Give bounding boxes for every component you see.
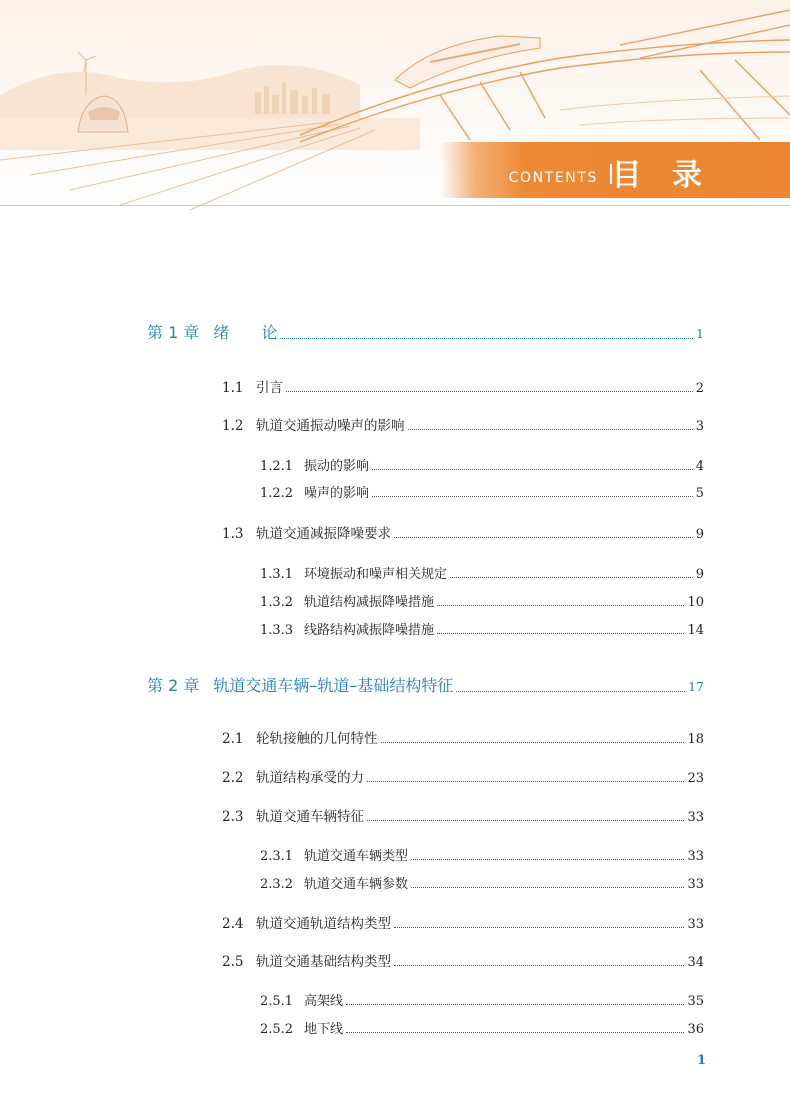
subsection-number: 1.3.1 [260, 567, 294, 582]
section-title: 轨道交通车辆特征 [256, 809, 364, 825]
dot-leader [411, 886, 684, 888]
page-ref: 33 [687, 877, 704, 892]
dot-leader [346, 1003, 684, 1005]
subsection-number: 1.2.2 [260, 486, 294, 501]
dot-leader [367, 819, 684, 821]
subsection-number: 2.3.2 [260, 877, 294, 892]
contents-title: 目 录 [611, 158, 712, 193]
toc-subsection-1-3-3[interactable] [260, 619, 704, 638]
toc-chapter-1[interactable] [147, 320, 704, 343]
chapter-title: 轨道交通车辆–轨道–基础结构特征 [213, 676, 454, 695]
subsection-title: 线路结构减振降噪措施 [304, 623, 435, 638]
page-ref: 18 [687, 732, 704, 747]
chapter-label: 第 2 章 [147, 676, 200, 695]
page-ref: 23 [687, 771, 704, 786]
page-ref: 9 [695, 527, 704, 542]
section-title: 轨道交通振动噪声的影响 [256, 418, 405, 434]
section-number: 2.3 [222, 809, 244, 825]
section-number: 2.5 [222, 954, 244, 970]
section-number: 2.2 [222, 770, 244, 786]
section-number: 1.3 [222, 526, 244, 542]
subsection-title: 环境振动和噪声相关规定 [304, 567, 448, 582]
page-ref: 9 [695, 567, 704, 582]
contents-label-en: CONTENTS [508, 170, 598, 186]
subsection-title: 轨道结构减振降噪措施 [304, 595, 435, 610]
section-title: 轨道结构承受的力 [256, 770, 364, 786]
subsection-number: 1.3.3 [260, 623, 294, 638]
dot-leader [437, 632, 684, 634]
dot-leader [280, 337, 693, 339]
page-ref: 14 [687, 623, 704, 638]
dot-leader [394, 926, 684, 928]
dot-leader [372, 468, 693, 470]
page-ref: 10 [687, 595, 704, 610]
dot-leader [456, 690, 685, 692]
toc-subsection-2-3-2[interactable] [260, 873, 704, 892]
dot-leader [411, 858, 684, 860]
dot-leader [408, 428, 693, 430]
toc-section-2-3[interactable] [222, 805, 704, 825]
subsection-number: 1.2.1 [260, 459, 294, 474]
dot-leader [450, 576, 693, 578]
page-ref: 33 [687, 810, 704, 825]
page-ref: 5 [695, 486, 704, 501]
subsection-title: 地下线 [304, 1022, 344, 1037]
chapter-title: 绪 论 [213, 323, 278, 342]
subsection-title: 轨道交通车辆类型 [304, 849, 409, 864]
section-title: 轨道交通基础结构类型 [256, 954, 391, 970]
toc-subsection-2-5-1[interactable] [260, 990, 704, 1009]
dot-leader [394, 536, 693, 538]
dot-leader [381, 741, 685, 743]
toc-subsection-1-2-1[interactable] [260, 455, 704, 474]
subsection-title: 轨道交通车辆参数 [304, 877, 409, 892]
page-ref: 1 [696, 326, 704, 341]
toc-subsection-2-3-1[interactable] [260, 845, 704, 864]
dot-leader [286, 390, 693, 392]
dot-leader [367, 780, 684, 782]
page-ref: 3 [695, 419, 704, 434]
subsection-title: 噪声的影响 [304, 486, 370, 501]
toc-subsection-1-3-1[interactable] [260, 563, 704, 582]
dot-leader [372, 495, 693, 497]
subsection-number: 2.5.2 [260, 1022, 294, 1037]
page-ref: 17 [688, 679, 704, 694]
section-number: 2.4 [222, 916, 244, 932]
header-rule [0, 205, 790, 206]
dot-leader [394, 964, 684, 966]
toc-chapter-2[interactable] [147, 673, 704, 696]
subsection-number: 2.3.1 [260, 849, 294, 864]
toc-section-2-5[interactable] [222, 950, 704, 970]
toc-section-2-4[interactable] [222, 912, 704, 932]
section-title: 轨道交通轨道结构类型 [256, 916, 391, 932]
subsection-number: 1.3.2 [260, 595, 294, 610]
chapter-label: 第 1 章 [147, 323, 200, 342]
subsection-title: 高架线 [304, 994, 344, 1009]
section-title: 引言 [256, 380, 283, 396]
page-ref: 2 [695, 381, 704, 396]
page-ref: 33 [687, 849, 704, 864]
toc-subsection-1-3-2[interactable] [260, 591, 704, 610]
subsection-number: 2.5.1 [260, 994, 294, 1009]
toc-section-1-2[interactable] [222, 414, 704, 434]
toc-section-2-2[interactable] [222, 766, 704, 786]
dot-leader [437, 604, 684, 606]
toc-section-1-3[interactable] [222, 522, 704, 542]
section-title: 轮轨接触的几何特性 [256, 731, 378, 747]
toc-subsection-1-2-2[interactable] [260, 482, 704, 501]
toc-section-2-1[interactable] [222, 727, 704, 747]
section-number: 2.1 [222, 731, 244, 747]
toc-subsection-2-5-2[interactable] [260, 1018, 704, 1037]
page-number: 1 [697, 1053, 707, 1068]
dot-leader [346, 1031, 684, 1033]
page-ref: 35 [687, 994, 704, 1009]
subsection-title: 振动的影响 [304, 459, 370, 474]
section-number: 1.1 [222, 380, 244, 396]
page-ref: 4 [695, 459, 704, 474]
section-title: 轨道交通减振降噪要求 [256, 526, 391, 542]
page-ref: 34 [687, 955, 704, 970]
section-number: 1.2 [222, 418, 244, 434]
contents-banner [440, 142, 790, 198]
page-ref: 36 [687, 1022, 704, 1037]
page-ref: 33 [687, 917, 704, 932]
toc-section-1-1[interactable] [222, 376, 704, 396]
